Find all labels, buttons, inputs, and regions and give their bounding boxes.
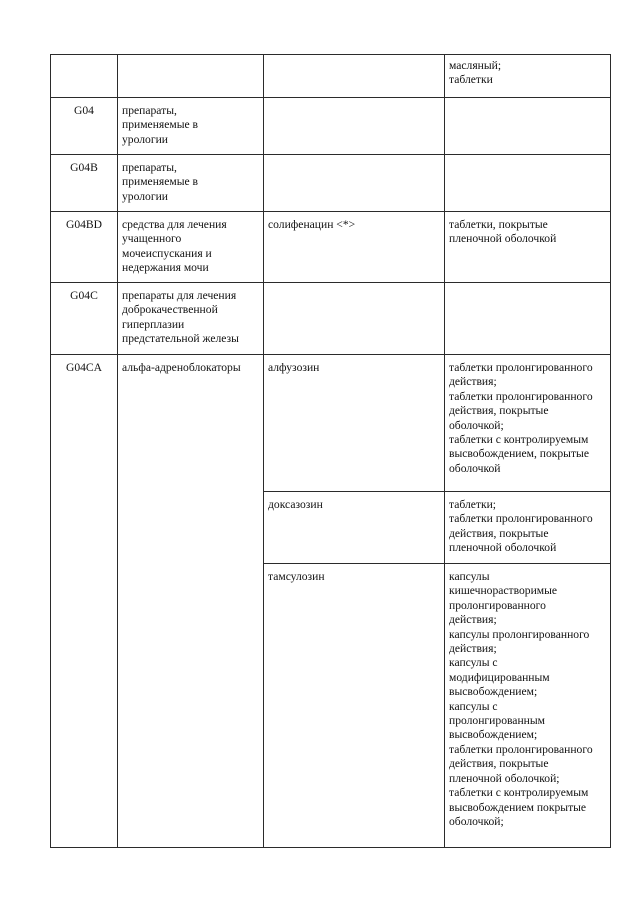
dosage-form-cell: [445, 98, 611, 155]
dosage-form-cell: капсулы кишечнорастворимые пролонгированного действия; капсулы пролонгированного действия; капсулы с модифицированным высвобождением; капсулы с пролонгированным высвобождением; таблетки пролонгированного действия, покрытые пленочной оболочкой; таблетки с контролируемым высвобождением покрытые оболочкой;: [445, 564, 611, 848]
medicine-cell: [264, 283, 445, 355]
medicine-cell: [264, 155, 445, 212]
medication-table: [50, 54, 611, 848]
table-row: [51, 155, 611, 212]
dosage-form-cell: [445, 155, 611, 212]
table-row: [51, 212, 611, 283]
medicine-cell: [264, 98, 445, 155]
medicine-cell: алфузозин: [264, 355, 445, 492]
group-cell: альфа-адреноблокаторы: [118, 355, 264, 848]
medicine-cell: [264, 55, 445, 98]
dosage-form-cell: таблетки пролонгированного действия; таблетки пролонгированного действия, покрытые оболочкой; таблетки с контролируемым высвобождением, покрытые оболочкой: [445, 355, 611, 492]
atc-code-cell: G04CA: [51, 355, 118, 848]
group-cell: препараты, применяемые в урологии: [118, 155, 264, 212]
dosage-form-cell: таблетки; таблетки пролонгированного действия, покрытые пленочной оболочкой: [445, 492, 611, 564]
atc-code-cell: G04B: [51, 155, 118, 212]
table-row: [51, 283, 611, 355]
group-cell: препараты, применяемые в урологии: [118, 98, 264, 155]
atc-code-cell: G04C: [51, 283, 118, 355]
atc-code-cell: [51, 55, 118, 98]
group-cell: средства для лечения учащенного мочеиспускания и недержания мочи: [118, 212, 264, 283]
medicine-cell: солифенацин <*>: [264, 212, 445, 283]
dosage-form-cell: [445, 283, 611, 355]
table-row: [51, 98, 611, 155]
group-cell: препараты для лечения доброкачественной гиперплазии предстательной железы: [118, 283, 264, 355]
atc-code-cell: G04BD: [51, 212, 118, 283]
dosage-form-cell: таблетки, покрытые пленочной оболочкой: [445, 212, 611, 283]
group-cell: [118, 55, 264, 98]
medicine-cell: тамсулозин: [264, 564, 445, 848]
table-row: [51, 355, 611, 492]
dosage-form-cell: масляный; таблетки: [445, 55, 611, 98]
table-row: [51, 55, 611, 98]
atc-code-cell: G04: [51, 98, 118, 155]
medicine-cell: доксазозин: [264, 492, 445, 564]
